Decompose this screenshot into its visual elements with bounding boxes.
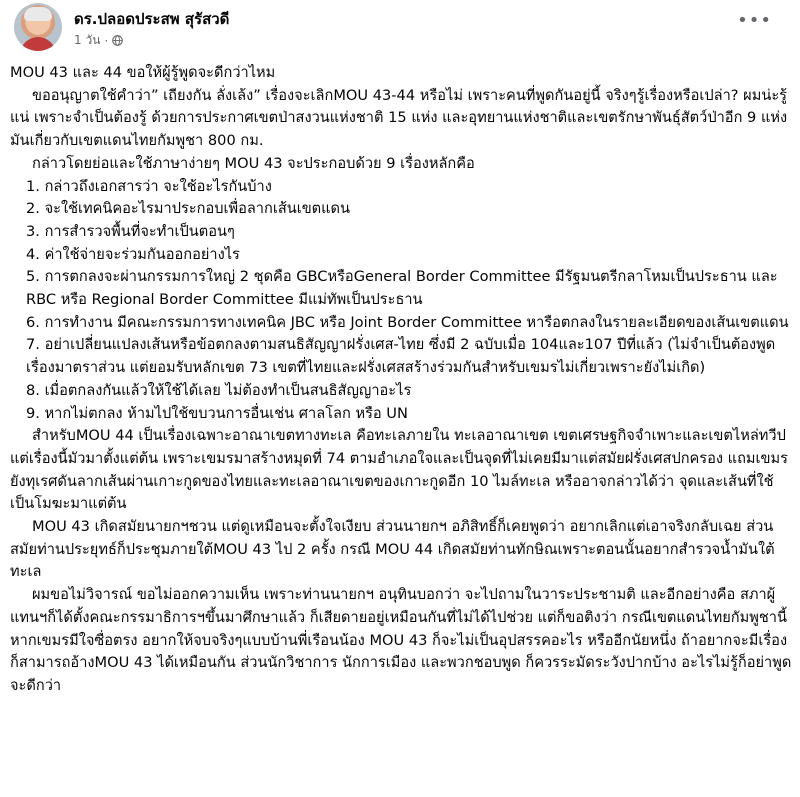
list-item: 3. การสำรวจพื้นที่จะทำเป็นตอนๆ	[26, 222, 235, 240]
intro-paragraph: ขออนุญาตใช้คำว่า” เถียงกัน ลั่งเล้ง” เรื่องจะเลิกMOU 43-44 หรือไม่ เพราะคนที่พูดกันอยู่นี้ จริงๆรู้เรื่องหรือเปล่า? ผมน่ะรู้แน่ เพราะจำเป็นต้องรู้ ด้วยการประกาศเขตป่าสงวนแห่งชาติ 15 แห่ง และอุทยานแห่งชาติและเขตรักษาพันธุ์สัตว์ป่าอีก 9 แห่ง มันเกี่ยวกับเขตแดนไทยกัมพูชา 800 กม.	[10, 86, 788, 150]
history-paragraph: MOU 43 เกิดสมัยนายกฯชวน แต่ดูเหมือนจะตั้งใจเงียบ ส่วนนายกฯ อภิสิทธิ์ก็เคยพูดว่า อยากเลิกแต่เอาจริงกลับเฉย ส่วนสมัยท่านประยุทธ์ก็ประชุมภายใต้MOU 43 ไป 2 ครั้ง กรณี MOU 44 เกิดสมัยท่านทักษิณเพราะตอนนั้นอยากสำรวจน้ำมันใต้ทะเล	[10, 518, 775, 581]
list-item: 6. การทำงาน มีคณะกรรมการทางเทคนิค JBC หรือ Joint Border Committee หารือตกลงในรายละเอียดของเส้นเขตแดน	[26, 313, 789, 331]
list-item: 4. ค่าใช้จ่ายจะร่วมกันออกอย่างไร	[26, 245, 240, 263]
list-item: 8. เมื่อตกลงกันแล้วให้ใช้ได้เลย ไม่ต้องทำเป็นสนธิสัญญาอะไร	[26, 381, 412, 399]
avatar[interactable]	[14, 3, 62, 51]
more-horizontal-icon[interactable]: •••	[737, 10, 772, 31]
list-item: 9. หากไม่ตกลง ห้ามไปใช้ขบวนการอื่นเช่น ศาลโลก หรือ UN	[26, 404, 408, 422]
author-name[interactable]: ดร.ปลอดประสพ สุรัสวดี	[74, 10, 230, 28]
meta-separator: ·	[104, 33, 109, 48]
list-item: 1. กล่าวถึงเอกสารว่า จะใช้อะไรกันบ้าง	[26, 177, 272, 195]
post-header	[10, 0, 794, 62]
globe-icon	[112, 35, 123, 46]
post-title: MOU 43 และ 44 ขอให้ผู้รู้พูดจะดีกว่าไหม	[10, 64, 276, 81]
mou44-paragraph: สำหรับMOU 44 เป็นเรื่องเฉพาะอาณาเขตทางทะเล คือทะเลภายใน ทะเลอาณาเขต เขตเศรษฐกิจจำเพาะและเขตไหล่ทวีป แต่เรื่องนี้มัวมาตั้งแต่ต้น เพราะเขมรมาสร้างหมุดที่ 74 ตามอำเภอใจและเป็นจุดที่ไม่เคยมีมาแต่สมัยฝรั่งเศสปกครอง แถมเขมรยังทุเรศดันลากเส้นผ่านเกาะกูดของไทยและทะเลอาณาเขตของเกาะกูดอีก 10 ไมล์ทะเล หรืออาจกล่าวได้ว่า จุดและเส้นที่ใช้เป็นโมฆะมาแต่ต้น	[10, 427, 788, 513]
list-item: 5. การตกลงจะผ่านกรรมการใหญ่ 2 ชุดคือ GBCหรือGeneral Border Committee มีรัฐมนตรีกลาโหมเป็นประธาน และ RBC หรือ Regional Border Committee มีแม่ทัพเป็นประธาน	[26, 268, 778, 309]
closing-paragraph: ผมขอไม่วิจารณ์ ขอไม่ออกความเห็น เพราะท่านนายกฯ อนุทินบอกว่า จะไปถามในวาระประชามติ และอีกอย่างคือ สภาผู้แทนฯก็ได้ตั้งคณะกรรมาธิการฯขึ้นมาศึกษาแล้ว ก็เสียดายอยู่เหมือนกันที่ไม่ได้ไปช่วย แต่ก็ขอติงว่า กรณีเขตแดนไทยกัมพูชานี้ หากเขมรมีใจซื่อตรง อยากให้จบจริงๆแบบบ้านพี่เรือนน้อง MOU 43 ก็จะไม่เป็นอุปสรรคอะไร หรืออีกนัยหนึ่ง ถ้าอยากจะมีเรื่องก็สามารถอ้างMOU 43 ได้เหมือนกัน ส่วนนักวิชาการ นักการเมือง และพวกชอบพูด ก็ควรระมัดระวังปากบ้าง อะไรไม่รู้ก็อย่าพูดจะดีกว่า	[10, 586, 792, 694]
post-body	[10, 62, 794, 698]
summary-intro: กล่าวโดยย่อและใช้ภาษาง่ายๆ MOU 43 จะประกอบด้วย 9 เรื่องหลักคือ	[32, 154, 475, 172]
list-item: 2. จะใช้เทคนิคอะไรมาประกอบเพื่อลากเส้นเขตแดน	[26, 200, 351, 218]
post-time[interactable]: 1 วัน	[74, 33, 101, 47]
post-meta	[74, 31, 123, 50]
list-item: 7. อย่าเปลี่ยนแปลงเส้นหรือข้อตกลงตามสนธิสัญญาฝรั่งเศส-ไทย ซึ่งมี 2 ฉบับเมื่อ 104และ107 ปีที่แล้ว (ไม่จำเป็นต้องพูดเรื่องมาตราส่วน แต่ยอมรับหลักเขต 73 เขตที่ไทยและฝรั่งเศสสร้างร่วมกันสำหรับเขมรไม่เกี่ยวเพราะยังไม่เกิด)	[26, 336, 776, 377]
